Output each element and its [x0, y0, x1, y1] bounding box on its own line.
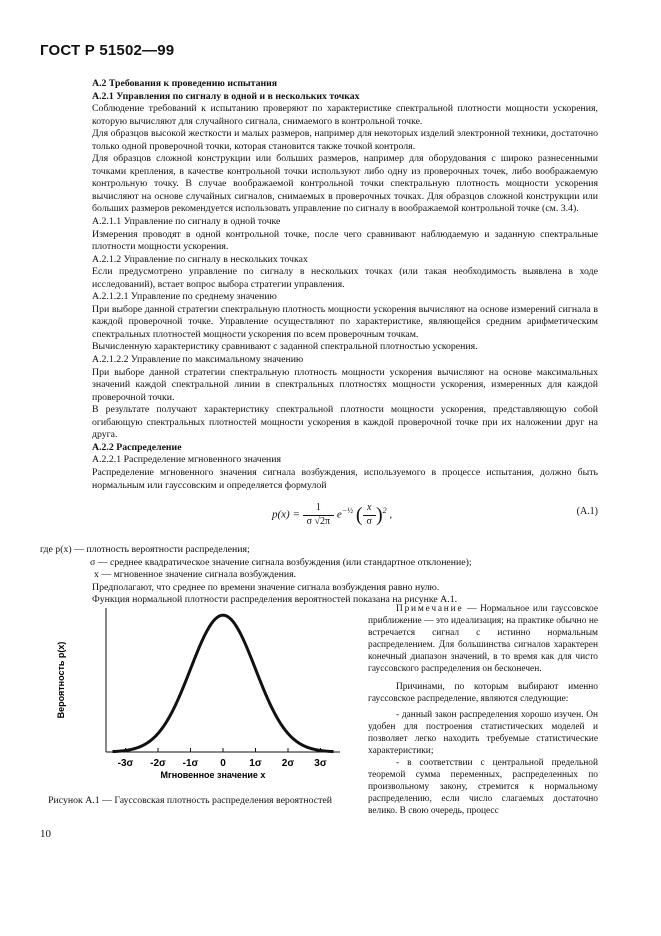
- paragraph: Для образцов высокой жесткости и малых размеров, например для некоторых изделий электронной техники, достаточно только одной проверочной точки, которая становится также точкой контроля.: [92, 128, 598, 152]
- formula-lhs: p(x) =: [272, 508, 300, 521]
- definition-text: плотность вероятности распределения;: [86, 544, 250, 556]
- y-axis-label: Вероятность p(x): [56, 641, 66, 719]
- subsection-heading: А.2.2.1 Распределение мгновенного значения: [92, 454, 282, 466]
- x-tick-label: 3σ: [314, 758, 327, 769]
- x-axis-label: Мгновенное значение x: [160, 770, 266, 780]
- definition-item: [40, 544, 598, 557]
- document-header: ГОСТ Р 51502—99: [40, 42, 175, 59]
- section-heading: А.2 Требования к проведению испытания: [92, 78, 278, 89]
- note-block: [368, 603, 598, 817]
- note-text: — Нормальное или гауссовское приближение — это идеализация; на практике обычно не встречается сигнал с истинно нормальным распределением. Для большинства сигналов характерен конечный диапазон значений, в то время как для чисто гауссовского распределения он бесконечен.: [368, 604, 599, 674]
- subsection-heading: А.2.1.2.2 Управление по максимальному значению: [92, 354, 304, 366]
- paragraph: Измерения проводят в одной контрольной точке, после чего сравнивают наблюдаемую и заданную спектральные плотности мощности ускорения.: [92, 228, 598, 253]
- formula-number: (А.1): [576, 506, 598, 518]
- gaussian-figure: [40, 600, 345, 825]
- chart-marks: [113, 615, 334, 751]
- paragraph: Если предусмотрено управление по сигналу в нескольких точках (или такая необходимость выявлена в ходе исследований), встает вопрос выбора стратегии управления.: [92, 266, 598, 290]
- paragraph: Для образцов сложной конструкции или больших размеров, например для оборудования с широко разнесенными точками крепления, в качестве контрольной точки используют либо одну из проверочных точек, либо воображаемую контрольную точку. В случае воображаемой контрольной точки спектральную плотность мощности ускорения вычисляют на основе случайных сигналов, снимаемых в проверочных точках. Для образцов сложной конструкции или больших размеров рекомендуется использовать управление по сигналу в воображаемой контрольной точке (см. 3.4).: [92, 153, 598, 215]
- formula-inner-fraction: [363, 502, 376, 528]
- paragraph: При выборе данной стратегии спектральную плотность мощности ускорения вычисляют на основе максимальных значений каждой спектральной линии в спектральных плотностях мощности ускорения, измеренных для каждой проверочной точки.: [92, 366, 598, 403]
- formula-numerator: 1: [303, 502, 334, 516]
- page-number: 10: [40, 828, 51, 840]
- paragraph: При выборе данной стратегии спектральную плотность мощности ускорения вычисляют на основе измерений сигнала в каждой проверочной точке. Управление осуществляют по характеристике, являющейся средним арифметическим спектральных плотностей мощности ускорения по всем проверочным точкам.: [92, 303, 598, 340]
- paragraph: Функция нормальной плотности распределения вероятностей показана на рисунке А.1.: [92, 594, 458, 606]
- x-tick-label: 1σ: [249, 758, 262, 769]
- note-label: Примечание: [396, 604, 464, 614]
- definition-text: среднее квадратическое значение сигнала возбуждения (или стандартное отклонение);: [109, 556, 472, 568]
- note-paragraph: [368, 603, 598, 675]
- subsection-heading: А.2.1.2 Управление по сигналу в нескольких точках: [92, 253, 308, 265]
- definition-item: [94, 569, 598, 582]
- paragraph: Предполагают, что среднее по времени значение сигнала возбуждения равно нулю.: [92, 581, 440, 593]
- formula-block: [92, 496, 598, 540]
- definition-item: [90, 557, 598, 570]
- series-line: [113, 615, 334, 751]
- subsection-heading: А.2.2 Распределение: [92, 441, 182, 453]
- paragraph: Соблюдение требований к испытанию проверяют по характеристике спектральной плотности мощности ускорения, которую вычисляют для случайного сигнала, снимаемого в контрольной точке.: [92, 103, 598, 127]
- definition-symbol: где p(x) —: [40, 544, 84, 556]
- subsection-heading: А.2.1.2.1 Управление по среднему значению: [92, 291, 277, 303]
- x-tick-label: 2σ: [281, 758, 295, 769]
- x-tick-label: -3σ: [117, 758, 134, 769]
- formula: p(x) = $\frac{1}{\sigma √2\pi}$ $e^{-\frac{1}{2}}$ ( $\frac{x}{\sigma}$ )$^2$ ,: [272, 502, 393, 527]
- paragraph: Распределение мгновенного значения сигнала возбуждения, используемого в процессе испытания, должно быть нормальным или гауссовским и определяется формулой: [92, 466, 598, 491]
- x-tick-label: 0: [220, 758, 226, 769]
- paragraph: В результате получают характеристику спектральной плотности мощности ускорения, представляющую собой огибающую спектральных плотностей мощности ускорения в каждой проверочной точке при их наложении друг на друга.: [92, 404, 598, 441]
- definition-symbol: x —: [94, 569, 112, 581]
- note-reasons: Причинами, по которым выбирают именно гауссовское распределение, являются следующие:: [368, 682, 598, 704]
- document-body: [40, 78, 598, 607]
- note-list-item: - данный закон распределения хорошо изучен. Он удобен для построения статистических моделей и позволяет легко находить требуемые статистические характеристики;: [368, 710, 598, 756]
- note-list-item: - в соответствии с центральной предельной теоремой сумма переменных, распределенных по произвольному закону, стремится к нормальному распределению, если число слагаемых достаточно велико. В свою очередь, процесс: [368, 758, 598, 816]
- figure-caption: Рисунок А.1 — Гауссовская плотность распределения вероятностей: [48, 795, 332, 806]
- definition-text: мгновенное значение сигнала возбуждения.: [113, 569, 297, 581]
- chart-axes: [106, 608, 340, 752]
- definitions-list: [40, 544, 598, 582]
- subsection-heading: А.2.1 Управления по сигналу в одной и в нескольких точках: [92, 90, 360, 102]
- gaussian-chart: [40, 600, 345, 790]
- x-tick-label: -1σ: [182, 758, 199, 769]
- formula-inner-numerator: x: [363, 502, 376, 516]
- definition-symbol: σ —: [90, 556, 108, 568]
- formula-fraction: [303, 502, 334, 528]
- formula-inner-denominator: σ: [366, 515, 372, 527]
- chart-labels: [56, 642, 327, 780]
- formula-denominator: σ √2π: [306, 515, 331, 527]
- subsection-heading: А.2.1.1 Управление по сигналу в одной точке: [92, 216, 281, 228]
- formula-exp-base: e: [336, 508, 342, 521]
- x-tick-label: -2σ: [150, 758, 166, 769]
- paragraph: Вычисленную характеристику сравнивают с заданной спектральной плотностью ускорения.: [92, 341, 478, 353]
- formula-power: 2: [382, 505, 387, 515]
- formula-exponent: −½: [341, 505, 354, 515]
